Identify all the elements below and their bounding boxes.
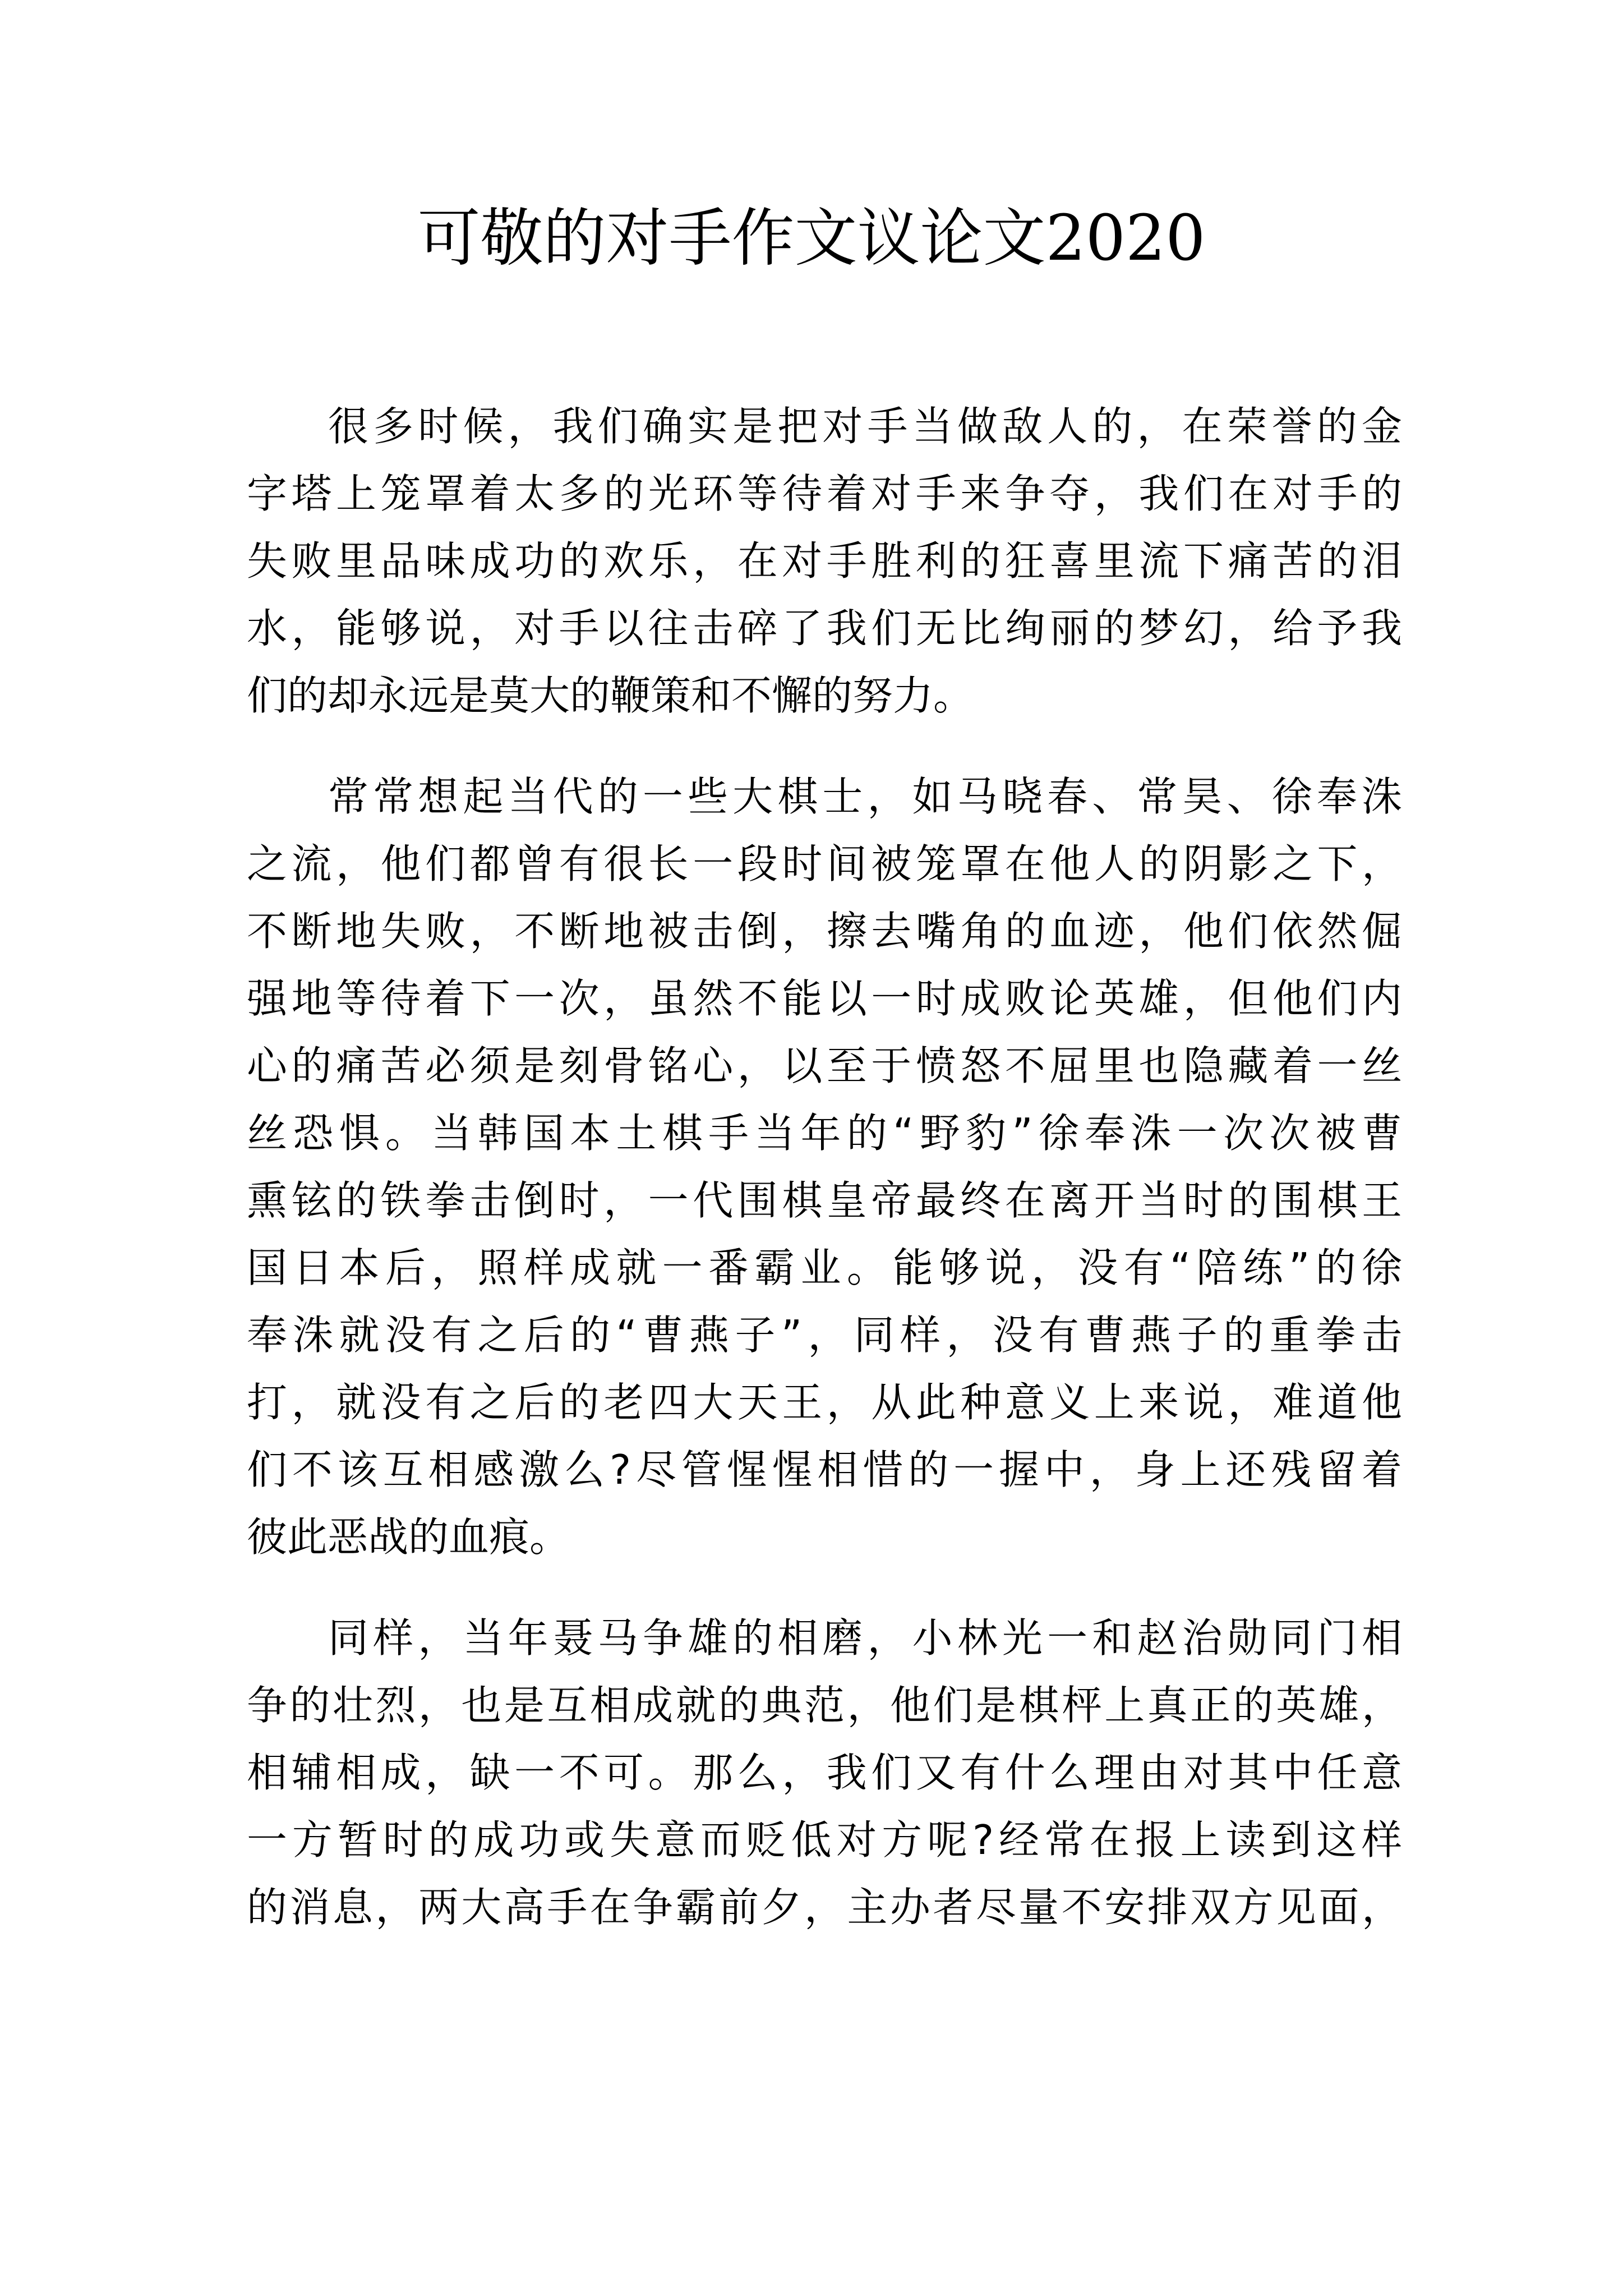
paragraph-2-line-8: 国日本后，照样成就一番霸业。能够说，没有“陪练”的徐 [247,1244,1402,1291]
paragraph-1-line-4: 水，能够说，对手以往击碎了我们无比绚丽的梦幻，给予我 [247,605,1402,652]
paragraph-2-line-1: 常常想起当代的一些大棋士，如马晓春、常昊、徐奉洙 [328,773,1402,820]
paragraph-2-line-5: 心的痛苦必须是刻骨铭心，以至于愤怒不屈里也隐藏着一丝 [247,1042,1402,1089]
paragraph-2-line-11: 们不该互相感激么?尽管惺惺相惜的一握中，身上还残留着 [247,1446,1402,1493]
paragraph-3-line-3: 相辅相成，缺一不可。那么，我们又有什么理由对其中任意 [247,1749,1402,1796]
document-title: 可敬的对手作文议论文2020 [417,202,1206,275]
paragraph-2-line-10: 打，就没有之后的老四大天王，从此种意义上来说，难道他 [247,1379,1402,1426]
paragraph-3-line-1: 同样，当年聂马争雄的相磨，小林光一和赵治勋同门相 [328,1614,1402,1662]
paragraph-2-line-12: 彼此恶战的血痕。 [247,1513,570,1561]
paragraph-1-line-1: 很多时候，我们确实是把对手当做敌人的，在荣誉的金 [328,403,1402,450]
paragraph-3-line-5: 的消息，两大高手在争霸前夕，主办者尽量不安排双方见面， [247,1884,1402,1931]
paragraph-2-line-7: 熏铉的铁拳击倒时，一代围棋皇帝最终在离开当时的围棋王 [247,1177,1402,1224]
paragraph-2-line-4: 强地等待着下一次，虽然不能以一时成败论英雄，但他们内 [247,975,1402,1022]
paragraph-2-line-2: 之流，他们都曾有很长一段时间被笼罩在他人的阴影之下， [247,840,1402,887]
paragraph-1-line-2: 字塔上笼罩着太多的光环等待着对手来争夺，我们在对手的 [247,470,1402,517]
paragraph-1-line-3: 失败里品味成功的欢乐，在对手胜利的狂喜里流下痛苦的泪 [247,537,1402,585]
paragraph-3-line-2: 争的壮烈，也是互相成就的典范，他们是棋枰上真正的英雄， [247,1682,1402,1729]
paragraph-2-line-9: 奉洙就没有之后的“曹燕子”，同样，没有曹燕子的重拳击 [247,1312,1402,1359]
paragraph-1-line-5: 们的却永远是莫大的鞭策和不懈的努力。 [247,672,974,719]
paragraph-2-line-3: 不断地失败，不断地被击倒，擦去嘴角的血迹，他们依然倔 [247,908,1402,955]
paragraph-2-line-6: 丝恐惧。当韩国本土棋手当年的“野豹”徐奉洙一次次被曹 [247,1110,1402,1157]
paragraph-3-line-4: 一方暂时的成功或失意而贬低对方呢?经常在报上读到这样 [247,1816,1402,1864]
